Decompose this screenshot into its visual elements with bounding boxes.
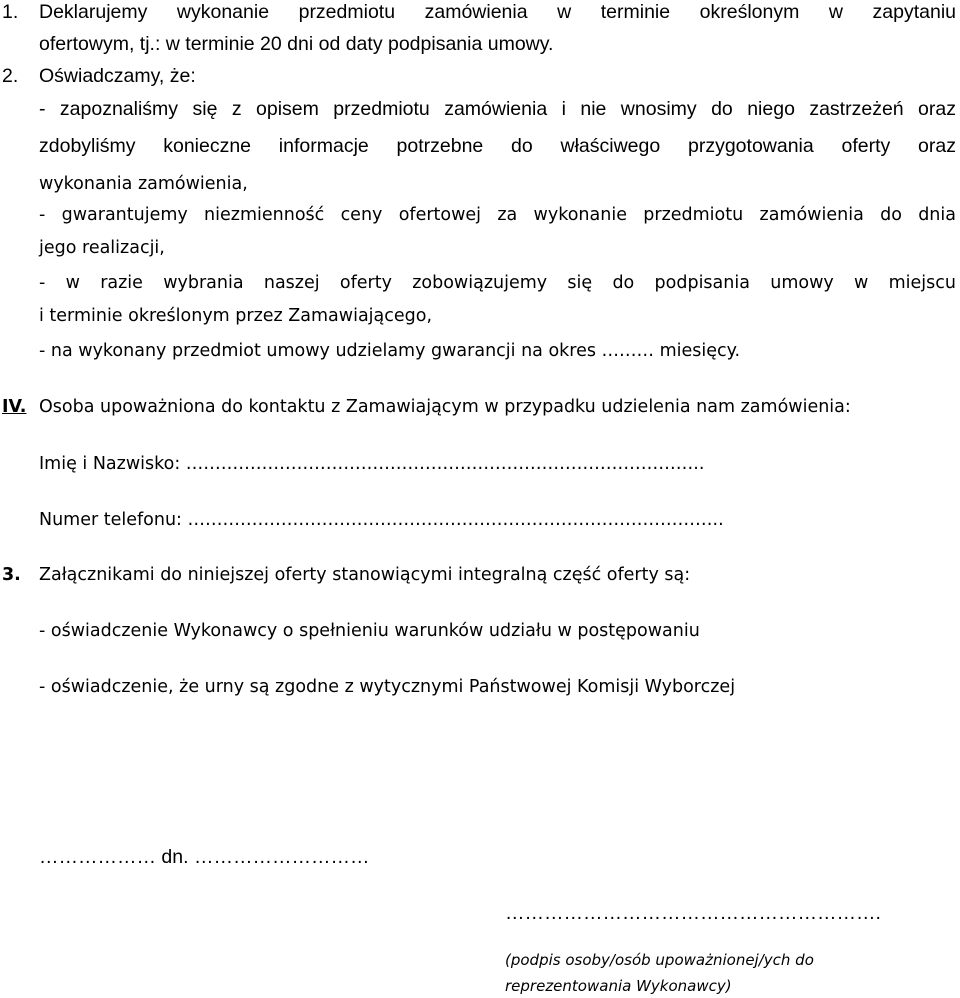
item-2-number: 2. [2,65,19,87]
item-2-line-a3: wykonania zamówienia, [39,174,248,194]
item-2-line-a2: zdobyliśmy konieczne informacje potrzebne do właściwego przygotowania oferty oraz [39,135,956,157]
section-4-row [2,395,851,419]
item-3-row [2,563,690,587]
item-2-line-b2: jego realizacji, [39,238,165,258]
item-2-intro: Oświadczamy, że: [39,65,196,87]
item-1-line-1 [2,0,956,24]
item-2-line-c1: - w razie wybrania naszej oferty zobowiązujemy się do podpisania umowy w miejscu [39,273,956,293]
place-date-line: ……………… dn. ……………………… [39,846,370,868]
item-2-line-b1: - gwarantujemy niezmienność ceny ofertowej za wykonanie przedmiotu zamówienia do dnia [39,205,956,225]
item-1-text: Deklarujemy wykonanie przedmiotu zamówienia w terminie określonym w zapytaniu [39,1,956,23]
signature-dots: …………………………………………………. [505,902,881,924]
item-1-line-2: ofertowym, tj.: w terminie 20 dni od daty podpisania umowy. [39,33,554,55]
signature-caption-line-2: reprezentowania Wykonawcy) [505,977,732,995]
item-2-intro-row [2,64,196,88]
item-3-number: 3. [2,565,21,585]
item-2-line-a1: - zapoznaliśmy się z opisem przedmiotu zamówienia i nie wnosimy do niego zastrzeżeń oraz [39,98,956,120]
contact-name-field: Imię i Nazwisko: …………………………………………………………………………….. [39,454,705,474]
contact-phone-field: Numer telefonu: ……………………………………………………………………………….. [39,510,724,530]
item-2-line-d1: - na wykonany przedmiot umowy udzielamy gwarancji na okres ……… miesięcy. [39,341,741,361]
item-3-text: Załącznikami do niniejszej oferty stanowiącymi integralną część oferty są: [39,565,691,585]
item-2-line-c2: i terminie określonym przez Zamawiającego, [39,306,433,326]
section-4-text: Osoba upoważniona do kontaktu z Zamawiającym w przypadku udzielenia nam zamówienia: [39,397,851,417]
item-1-number: 1. [2,1,19,23]
attachment-1: - oświadczenie Wykonawcy o spełnieniu warunków udziału w postępowaniu [39,621,700,641]
section-4-number: IV. [2,397,27,417]
signature-caption-line-1: (podpis osoby/osób upoważnionej/ych do [505,951,814,969]
attachment-2: - oświadczenie, że urny są zgodne z wytycznymi Państwowej Komisji Wyborczej [39,677,736,697]
